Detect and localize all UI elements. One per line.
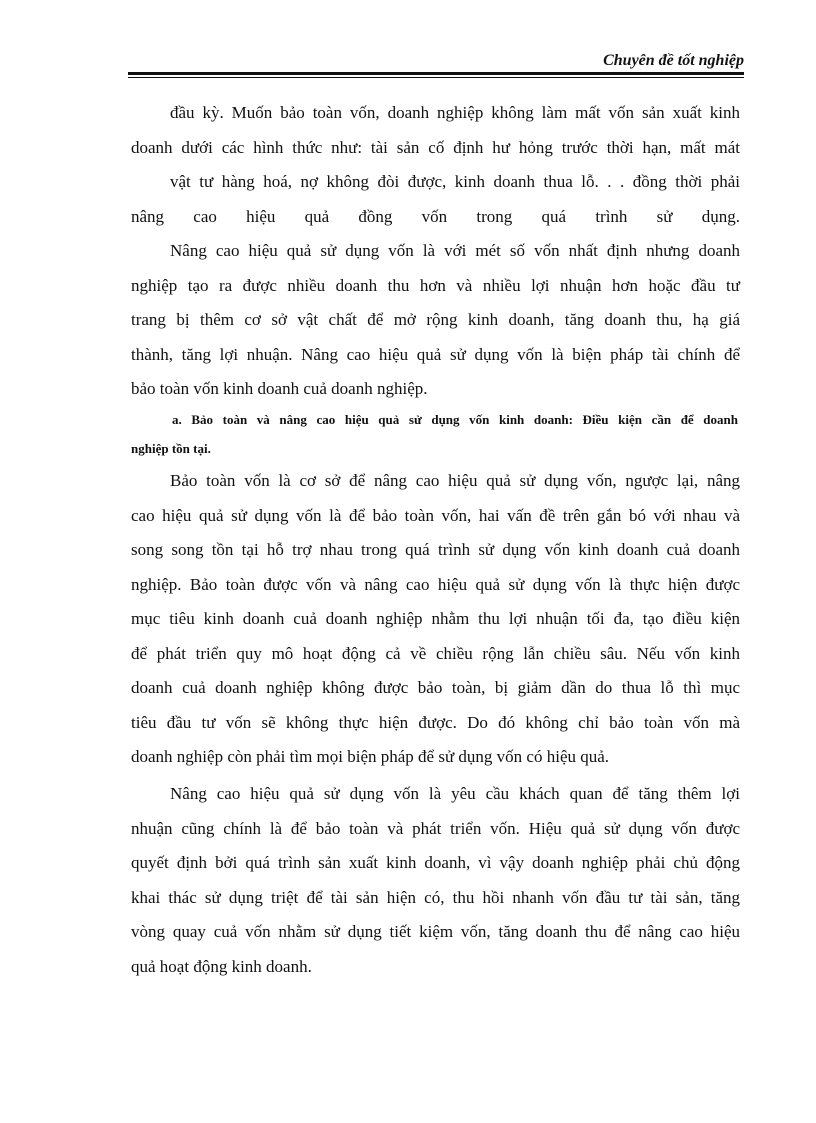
- page-header-title: Chuyên đề tốt nghiệp: [603, 52, 744, 69]
- text-line: đầu kỳ. Muốn bảo toàn vốn, doanh nghiệp không làm mất vốn sản xuất kinh: [170, 103, 740, 122]
- section-heading: nghiệp tồn tại.: [131, 441, 211, 456]
- text-line: thành, tăng lợi nhuận. Nâng cao hiệu quả sử dụng vốn là biện pháp tài chính để: [131, 345, 740, 364]
- text-line: Nâng cao hiệu quả sử dụng vốn là yêu cầu khách quan để tăng thêm lợi: [170, 784, 740, 803]
- section-heading: a. Bảo toàn và nâng cao hiệu quả sử dụng vốn kinh doanh: Điều kiện cần để doanh: [172, 412, 738, 427]
- text-line: nhuận cũng chính là để bảo toàn và phát triển vốn. Hiệu quả sử dụng vốn được: [131, 819, 740, 838]
- text-line: bảo toàn vốn kinh doanh cuả doanh nghiệp.: [131, 379, 428, 398]
- text-line: quyết định bởi quá trình sản xuất kinh doanh, vì vậy doanh nghiệp phải chủ động: [131, 853, 740, 872]
- text-line: khai thác sử dụng triệt để tài sản hiện có, thu hồi nhanh vốn đầu tư tài sản, tăng: [131, 888, 740, 907]
- text-line: doanh cuả doanh nghiệp không được bảo toàn, bị giảm dần do thua lỗ thì mục: [131, 678, 740, 697]
- text-line: Nâng cao hiệu quả sử dụng vốn là với mét số vốn nhất định nhưng doanh: [170, 241, 740, 260]
- text-line: song song tồn tại hỗ trợ nhau trong quá trình sử dụng vốn kinh doanh cuả doanh: [131, 540, 740, 559]
- header-rule-thin: [128, 77, 744, 78]
- text-line: vòng quay cuả vốn nhằm sử dụng tiết kiệm vốn, tăng doanh thu để nâng cao hiệu: [131, 922, 740, 941]
- text-line: doanh nghiệp còn phải tìm mọi biện pháp để sử dụng vốn có hiệu quả.: [131, 747, 610, 766]
- text-line: mục tiêu kinh doanh cuả doanh nghiệp nhằm thu lợi nhuận tối đa, tạo điều kiện: [131, 609, 740, 628]
- text-line: nghiệp. Bảo toàn được vốn và nâng cao hiệu quả sử dụng vốn là thực hiện được: [131, 575, 740, 594]
- text-line: doanh dưới các hình thức như: tài sản cố định hư hỏng trước thời hạn, mất mát: [131, 138, 740, 157]
- text-line: quả hoạt động kinh doanh.: [131, 957, 312, 976]
- text-line: để phát triển quy mô hoạt động cả về chiều rộng lẫn chiều sâu. Nếu vốn kinh: [131, 644, 740, 663]
- text-line: trang bị thêm cơ sở vật chất để mở rộng kinh doanh, tăng doanh thu, hạ giá: [131, 310, 740, 329]
- text-line: nâng cao hiệu quả đồng vốn trong quá trình sử dụng.: [131, 207, 740, 226]
- header-rule-thick: [128, 72, 744, 75]
- text-line: tiêu đầu tư vốn sẽ không thực hiện được. Do đó không chỉ bảo toàn vốn mà: [131, 713, 740, 732]
- text-line: vật tư hàng hoá, nợ không đòi được, kinh doanh thua lỗ. . . đồng thời phải: [170, 172, 740, 191]
- text-line: nghiệp tạo ra được nhiều doanh thu hơn và nhiều lợi nhuận hơn hoặc đầu tư: [131, 276, 740, 295]
- text-line: Bảo toàn vốn là cơ sở để nâng cao hiệu quả sử dụng vốn, ngược lại, nâng: [170, 471, 740, 490]
- text-line: cao hiệu quả sử dụng vốn là để bảo toàn vốn, hai vấn đề trên gắn bó với nhau và: [131, 506, 740, 525]
